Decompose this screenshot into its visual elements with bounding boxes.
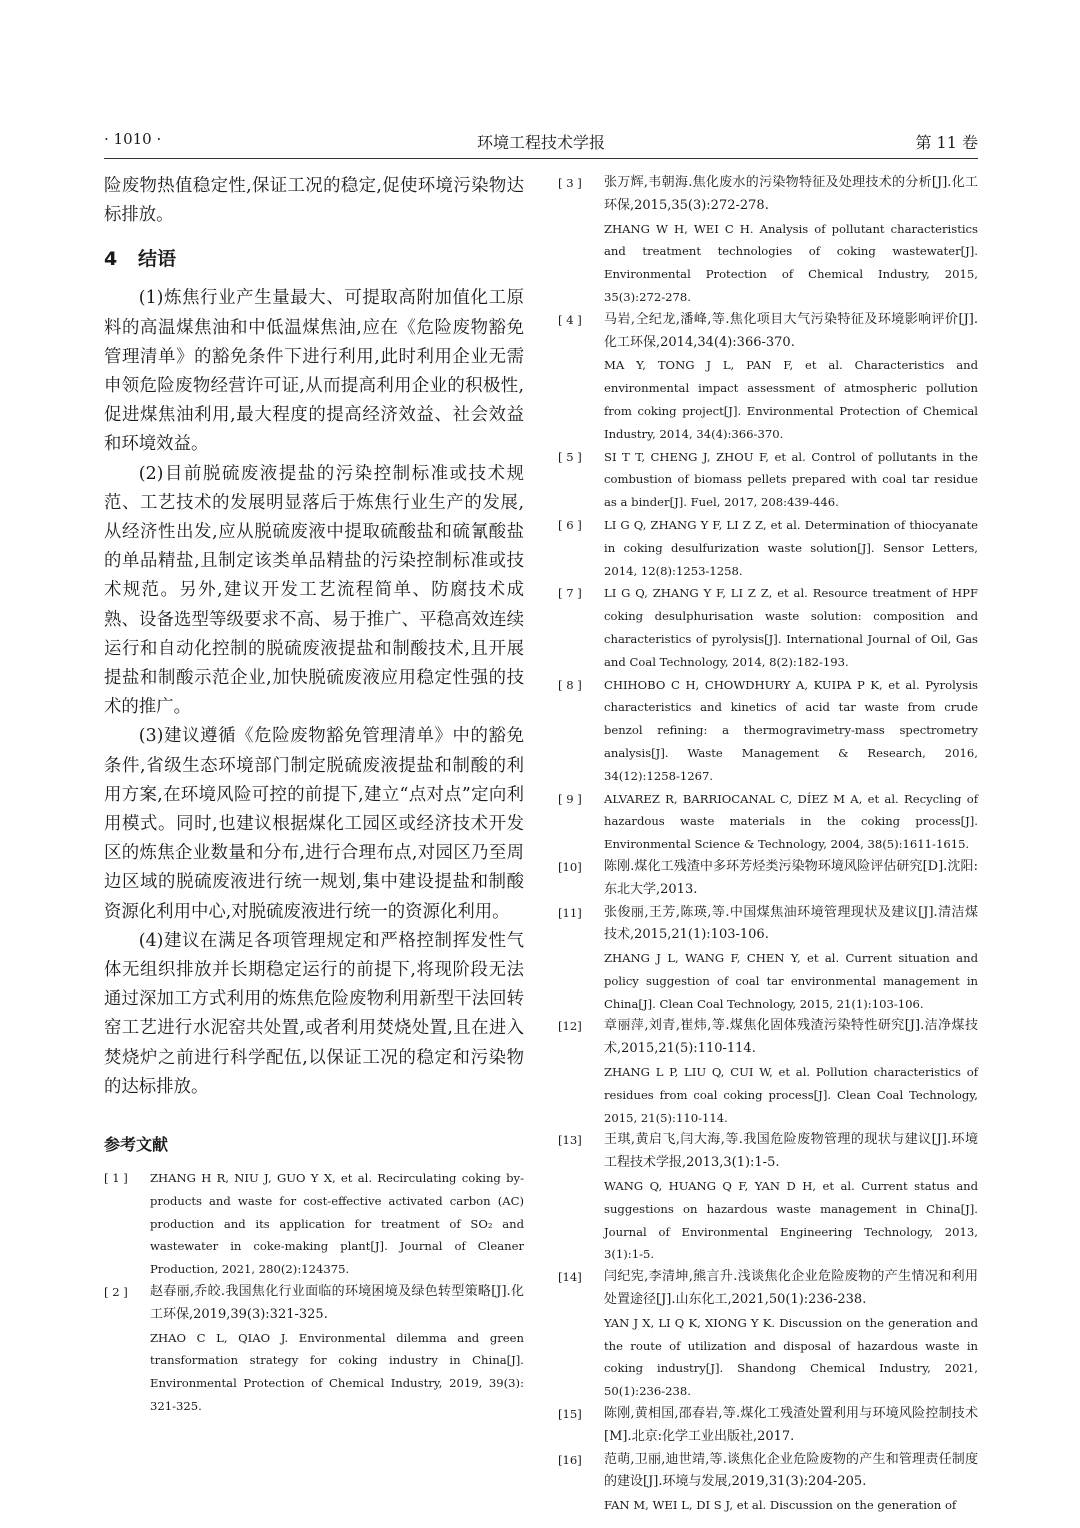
reference-number: [12]: [558, 1019, 582, 1034]
reference-list-left: [104, 1167, 524, 1418]
conclusion-paragraph-3: (3)建议遵循《危险废物豁免管理清单》中的豁免条件,省级生态环境部门制定脱硫废液提盐和制酸的利用方案,在环境风险可控的前提下,建立“点对点”定向利用模式。同时,也建议根据煤化工园区或经济技术开发区的炼焦企业数量和分布,进行合理布点,对园区乃至周边区域的脱硫废液进行统一规划,集中建设提盐和制酸资源化利用中心,对脱硫废液进行统一的资源化利用。: [104, 726, 524, 922]
reference-cn: 闫纪宪,李清坤,熊言升.浅谈焦化企业危险废物的产生情况和利用处置途径[J].山东化工,2021,50(1):236-238.: [604, 1269, 978, 1308]
reference-item: [558, 582, 978, 673]
volume-label: 第 11 卷: [915, 133, 978, 152]
reference-en: FAN M, WEI L, DI S J, et al. Discussion on the generation of: [604, 1498, 957, 1513]
reference-item: [558, 856, 978, 902]
reference-number: [13]: [558, 1133, 582, 1148]
references-heading: 参考文献: [104, 1135, 169, 1155]
reference-item: [558, 446, 978, 514]
reference-cn: 赵春丽,乔皎.我国焦化行业面临的环境困境及绿色转型策略[J].化工环保,2019,39(3):321-325.: [150, 1284, 524, 1322]
conclusion-paragraph-1: (1)炼焦行业产生量最大、可提取高附加值化工原料的高温煤焦油和中低温煤焦油,应在《危险废物豁免管理清单》的豁免条件下进行利用,此时利用企业无需申领危险废物经营许可证,从而提高利用企业的积极性,促进煤焦油利用,最大程度的提高经济效益、社会效益和环境效益。: [104, 288, 524, 455]
reference-cn: 张俊丽,王芳,陈瑛,等.中国煤焦油环境管理现状及建议[J].清洁煤技术,2015,21(1):103-106.: [604, 904, 978, 943]
reference-item: [558, 309, 978, 446]
reference-en: YAN J X, LI Q K, XIONG Y K. Discussion on the generation and the route of utilization and disposal of hazardous waste in coking industry[J]. Shandong Chemical Industry, 2021, 50(1):236-238.: [604, 1315, 978, 1399]
reference-en: SI T T, CHENG J, ZHOU F, et al. Control of pollutants in the combustion of biomass pellets prepared with coal tar residue as a binder[J]. Fuel, 2017, 208:439-446.: [604, 449, 978, 510]
reference-cn: 陈刚.煤化工残渣中多环芳烃类污染物环境风险评估研究[D].沈阳:东北大学,2013.: [604, 858, 978, 897]
reference-cn: 陈刚,黄相国,邵春岩,等.煤化工残渣处置利用与环境风险控制技术[M].北京:化学工业出版社,2017.: [604, 1406, 978, 1444]
reference-en: ZHANG L P, LIU Q, CUI W, et al. Pollution characteristics of residues from coal coking process[J]. Clean Coal Technology, 2015, 21(5):110-114.: [604, 1065, 978, 1125]
reference-number: [15]: [558, 1407, 582, 1422]
reference-cn: 张万辉,韦朝海.焦化废水的污染物特征及处理技术的分析[J].化工环保,2015,35(3):272-278.: [604, 175, 978, 213]
reference-cn: 范萌,卫丽,迪世靖,等.谈焦化企业危险废物的产生和管理责任制度的建设[J].环境与发展,2019,31(3):204-205.: [604, 1451, 978, 1490]
reference-item: [558, 172, 978, 309]
reference-item: [558, 674, 978, 788]
reference-item: [558, 1266, 978, 1403]
continued-paragraph: 险废物热值稳定性,保证工况的稳定,促使环境污染物达标排放。: [104, 176, 524, 226]
reference-en: CHIHOBO C H, CHOWDHURY A, KUIPA P K, et al. Pyrolysis characteristics and kinetics of acid tar waste from crude benzol refining: a thermogravimetry-mass spectrometry analysis[J]. Waste Management & Research, 2016, 34(12):1258-1267.: [604, 677, 978, 783]
reference-item: [558, 1129, 978, 1266]
reference-number: [11]: [558, 905, 582, 920]
reference-cn: 章丽萍,刘青,崔炜,等.煤焦化固体残渣污染特性研究[J].洁净煤技术,2015,21(5):110-114.: [604, 1018, 978, 1057]
reference-number: [ 4 ]: [558, 312, 582, 327]
reference-number: [ 9 ]: [558, 791, 582, 806]
reference-cn: 马岩,仝纪龙,潘峰,等.焦化项目大气污染特征及环境影响评价[J].化工环保,2014,34(4):366-370.: [604, 311, 978, 350]
reference-number: [16]: [558, 1452, 582, 1467]
reference-list-right: [558, 172, 978, 1517]
page-number: · 1010 ·: [104, 130, 162, 148]
section-number: 4: [104, 248, 118, 271]
reference-number: [ 3 ]: [558, 176, 582, 190]
reference-number: [14]: [558, 1270, 582, 1285]
reference-item: [558, 1449, 978, 1517]
reference-item: [558, 902, 978, 1016]
reference-number: [ 8 ]: [558, 677, 582, 692]
reference-en: MA Y, TONG J L, PAN F, et al. Characteristics and environmental impact assessment of atmospheric pollution from coking project[J]. Environmental Protection of Chemical Industry, 2014, 34(4):366-370.: [604, 358, 978, 441]
journal-title: 环境工程技术学报: [476, 133, 605, 152]
reference-en: ZHANG W H, WEI C H. Analysis of pollutant characteristics and treatment technologies of coking wastewater[J]. Environmental Protection of Chemical Industry, 2015, 35(3):272-278.: [604, 221, 978, 304]
section-heading: [104, 244, 524, 274]
section-title: 结语: [138, 248, 177, 271]
reference-en: LI G Q, ZHANG Y F, LI Z Z, et al. Resource treatment of HPF coking desulphurisation waste solution: composition and characteristics of pyrolysis[J]. International Journal of Oil, Gas and Coal Technology, 2014, 8(2):182-193.: [604, 586, 978, 669]
conclusion-paragraph-2: (2)目前脱硫废液提盐的污染控制标准或技术规范、工艺技术的发展明显落后于炼焦行业生产的发展,从经济性出发,应从脱硫废液中提取硫酸盐和硫氰酸盐的单品精盐,且制定该类单品精盐的污染控制标准或技术规范。另外,建议开发工艺流程简单、防腐技术成熟、设备选型等级要求不高、易于推广、平稳高效连续运行和自动化控制的脱硫废液提盐和制酸技术,且开展提盐和制酸示范企业,加快脱硫废液应用稳定性强的技术的推广。: [104, 463, 524, 718]
reference-item: [558, 788, 978, 856]
reference-number: [ 1 ]: [104, 1171, 128, 1186]
reference-en: LI G Q, ZHANG Y F, LI Z Z, et al. Determination of thiocyanate in coking desulfurization waste solution[J]. Sensor Letters, 2014, 12(8):1253-1258.: [604, 517, 978, 578]
reference-number: [ 7 ]: [558, 586, 582, 601]
left-column: [104, 172, 524, 1418]
reference-en: WANG Q, HUANG Q F, YAN D H, et al. Current status and suggestions on hazardous waste management in China[J]. Journal of Environmental Engineering Technology, 2013, 3(1):1-5.: [604, 1179, 978, 1262]
right-column: [558, 172, 978, 1517]
reference-item: [558, 1403, 978, 1449]
reference-cn: 王琪,黄启飞,闫大海,等.我国危险废物管理的现状与建议[J].环境工程技术学报,2013,3(1):1-5.: [604, 1132, 978, 1171]
reference-en: ZHAO C L, QIAO J. Environmental dilemma and green transformation strategy for coking industry in China[J]. Environmental Protection of Chemical Industry, 2019, 39(3): 321-325.: [150, 1330, 524, 1414]
reference-number: [ 2 ]: [104, 1285, 128, 1300]
reference-number: [ 6 ]: [558, 517, 582, 532]
reference-item: [558, 514, 978, 582]
page-header: [104, 128, 978, 159]
reference-en: ALVAREZ R, BARRIOCANAL C, DÍEZ M A, et al. Recycling of hazardous waste materials in the coking process[J]. Environmental Science & Technology, 2004, 38(5):1611-1615.: [604, 791, 978, 852]
reference-en: ZHANG H R, NIU J, GUO Y X, et al. Recirculating coking by-products and waste for cost-effective activated carbon (AC) production and its application for treatment of SO₂ and wastewater in coke-making plant[J]. Journal of Cleaner Production, 2021, 280(2):124375.: [150, 1171, 524, 1277]
reference-number: [10]: [558, 859, 582, 874]
reference-en: ZHANG J L, WANG F, CHEN Y, et al. Current situation and policy suggestion of coal tar environmental management in China[J]. Clean Coal Technology, 2015, 21(1):103-106.: [604, 951, 978, 1011]
reference-item: [104, 1167, 524, 1281]
reference-item: [558, 1015, 978, 1129]
reference-number: [ 5 ]: [558, 449, 582, 464]
reference-item: [104, 1281, 524, 1418]
conclusion-paragraph-4: (4)建议在满足各项管理规定和严格控制挥发性气体无组织排放并长期稳定运行的前提下,将现阶段无法通过深加工方式利用的炼焦危险废物利用新型干法回转窑工艺进行水泥窑共处置,或者利用焚烧处置,且在进入焚烧炉之前进行科学配伍,以保证工况的稳定和污染物的达标排放。: [104, 930, 524, 1097]
